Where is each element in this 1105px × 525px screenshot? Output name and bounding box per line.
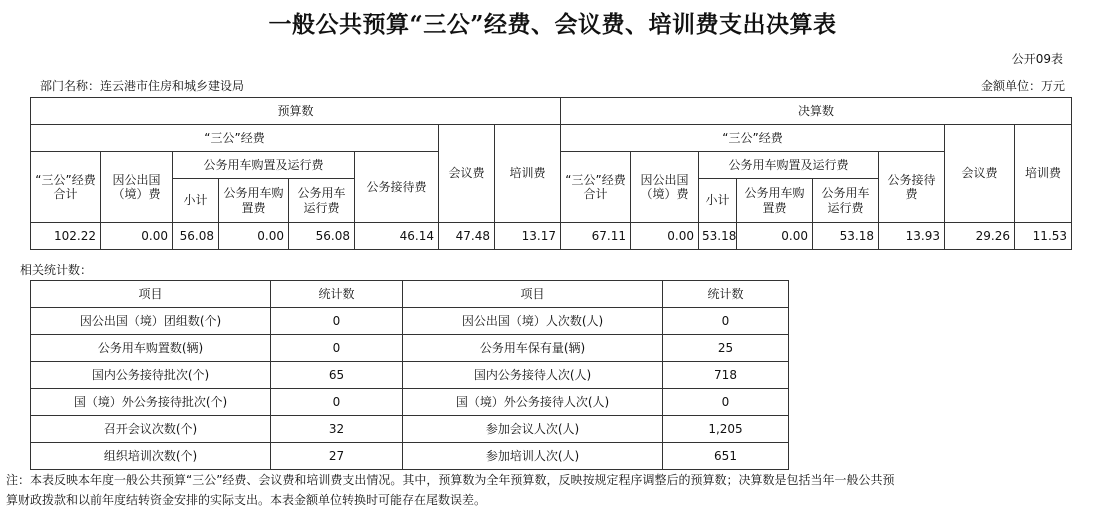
stats-item: 参加培训人次(人): [403, 443, 663, 470]
header-meeting-final: 会议费: [945, 125, 1015, 223]
stats-item: 国（境）外公务接待批次(个): [31, 389, 271, 416]
stats-count: 1,205: [663, 416, 789, 443]
amount-unit: 金额单位：万元: [980, 79, 1065, 93]
stats-header-count: 统计数: [663, 281, 789, 308]
stats-count: 0: [663, 389, 789, 416]
header-sangong-budget: “三公”经费: [31, 125, 439, 152]
header-car-purchase-final: 公务用车购置费: [737, 179, 813, 223]
stats-item: 参加会议人次(人): [403, 416, 663, 443]
header-total-final: “三公”经费合计: [561, 152, 631, 223]
final-total: 67.11: [561, 223, 631, 250]
stats-header-item: 项目: [403, 281, 663, 308]
stats-count: 32: [271, 416, 403, 443]
stats-count: 0: [271, 335, 403, 362]
header-car-run-final: 公务用车运行费: [813, 179, 879, 223]
related-stats-label: 相关统计数：: [20, 263, 93, 277]
header-car-group-final: 公务用车购置及运行费: [699, 152, 879, 179]
stats-count: 65: [271, 362, 403, 389]
stats-count: 0: [663, 308, 789, 335]
header-subtotal-final: 小计: [699, 179, 737, 223]
header-total-budget: “三公”经费合计: [31, 152, 101, 223]
header-meeting-budget: 会议费: [439, 125, 495, 223]
stats-count: 27: [271, 443, 403, 470]
budget-car-run: 56.08: [289, 223, 355, 250]
header-reception-final: 公务接待费: [879, 152, 945, 223]
stats-item: 国内公务接待批次(个): [31, 362, 271, 389]
stats-count: 25: [663, 335, 789, 362]
budget-meeting: 47.48: [439, 223, 495, 250]
stats-count: 651: [663, 443, 789, 470]
header-car-purchase-budget: 公务用车购置费: [219, 179, 289, 223]
budget-total: 102.22: [31, 223, 101, 250]
header-subtotal-budget: 小计: [173, 179, 219, 223]
budget-subtotal: 56.08: [173, 223, 219, 250]
expense-table: [30, 97, 1072, 250]
footnote-line-1: 注：本表反映本年度一般公共预算“三公”经费、会议费和培训费支出情况。其中，预算数为全年预算数，反映按规定程序调整后的预算数；决算数是包括当年一般公共预: [6, 473, 895, 487]
stats-header-count: 统计数: [271, 281, 403, 308]
report-title: 一般公共预算“三公”经费、会议费、培训费支出决算表: [268, 11, 837, 38]
header-reception-budget: 公务接待费: [355, 152, 439, 223]
header-abroad-budget: 因公出国（境）费: [101, 152, 173, 223]
budget-reception: 46.14: [355, 223, 439, 250]
stats-item: 因公出国（境）团组数(个): [31, 308, 271, 335]
header-car-group-budget: 公务用车购置及运行费: [173, 152, 355, 179]
header-car-run-budget: 公务用车运行费: [289, 179, 355, 223]
final-car-run: 53.18: [813, 223, 879, 250]
table-row: [31, 389, 789, 416]
stats-count: 0: [271, 389, 403, 416]
table-row: [31, 362, 789, 389]
stats-item: 国（境）外公务接待人次(人): [403, 389, 663, 416]
stats-item: 因公出国（境）人次数(人): [403, 308, 663, 335]
budget-car-purchase: 0.00: [219, 223, 289, 250]
stats-item: 国内公务接待人次(人): [403, 362, 663, 389]
footnote: [6, 470, 1101, 510]
header-sangong-final: “三公”经费: [561, 125, 945, 152]
budget-training: 13.17: [495, 223, 561, 250]
stats-header-item: 项目: [31, 281, 271, 308]
final-subtotal: 53.18: [699, 223, 737, 250]
header-training-budget: 培训费: [495, 125, 561, 223]
table-row: [31, 443, 789, 470]
stats-item: 召开会议次数(个): [31, 416, 271, 443]
header-final: 决算数: [561, 98, 1072, 125]
table-row: [31, 416, 789, 443]
final-abroad: 0.00: [631, 223, 699, 250]
final-training: 11.53: [1015, 223, 1072, 250]
department-name: 部门名称：连云港市住房和城乡建设局: [40, 79, 245, 93]
final-car-purchase: 0.00: [737, 223, 813, 250]
header-budget: 预算数: [31, 98, 561, 125]
table-number: 公开09表: [1011, 52, 1063, 66]
stats-item: 公务用车购置数(辆): [31, 335, 271, 362]
table-row: [31, 335, 789, 362]
stats-item: 组织培训次数(个): [31, 443, 271, 470]
budget-abroad: 0.00: [101, 223, 173, 250]
table-row: [31, 308, 789, 335]
footnote-line-2: 算财政拨款和以前年度结转资金安排的实际支出。本表金额单位转换时可能存在尾数误差。: [6, 493, 487, 507]
stats-table: [30, 280, 789, 470]
header-training-final: 培训费: [1015, 125, 1072, 223]
final-meeting: 29.26: [945, 223, 1015, 250]
final-reception: 13.93: [879, 223, 945, 250]
stats-item: 公务用车保有量(辆): [403, 335, 663, 362]
header-abroad-final: 因公出国（境）费: [631, 152, 699, 223]
stats-count: 718: [663, 362, 789, 389]
stats-count: 0: [271, 308, 403, 335]
